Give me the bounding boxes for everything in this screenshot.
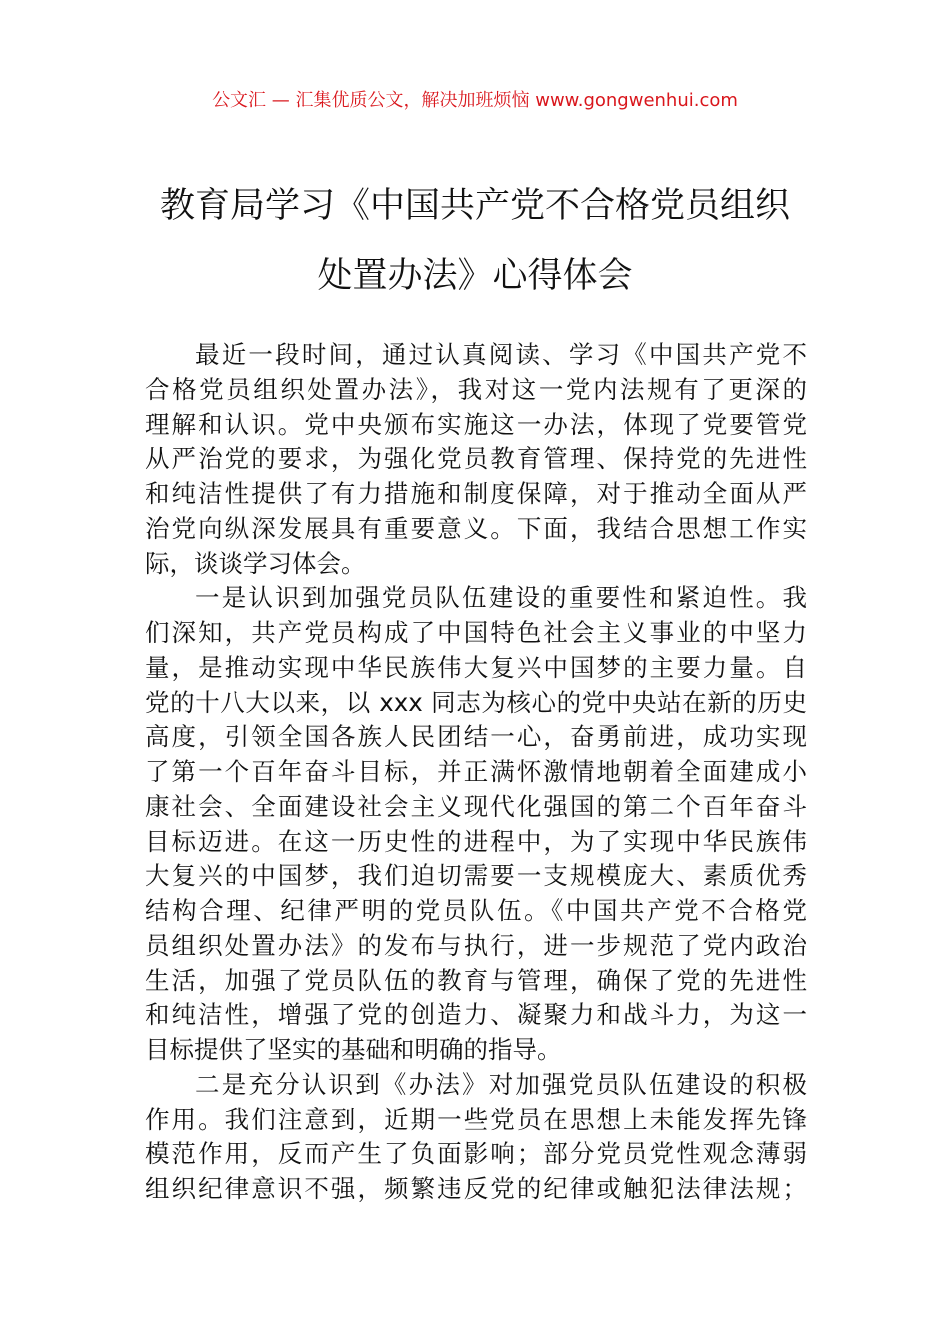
body-text-line: 治党向纵深发展具有重要意义。下面，我结合思想工作实	[145, 513, 807, 543]
body-text-line: 了第一个百年奋斗目标，并正满怀激情地朝着全面建成小	[145, 757, 807, 786]
body-text-line: 从严治党的要求，为强化党员教育管理、保持党的先进性	[145, 444, 807, 474]
body-text-line: 和纯洁性提供了有力措施和制度保障，对于推动全面从严	[145, 479, 807, 508]
document-body	[145, 338, 807, 1207]
body-text-line: 结构合理、纪律严明的党员队伍。《中国共产党不合格党	[145, 896, 807, 925]
body-text-line: 量，是推动实现中华民族伟大复兴中国梦的主要力量。自	[145, 652, 807, 682]
body-text-line: 大复兴的中国梦，我们迫切需要一支规模庞大、素质优秀	[145, 861, 807, 891]
body-text-line: 二是充分认识到《办法》对加强党员队伍建设的积极	[195, 1069, 807, 1099]
body-text-line: 一是认识到加强党员队伍建设的重要性和紧迫性。我	[195, 583, 807, 613]
body-text-line: 合格党员组织处置办法》，我对这一党内法规有了更深的	[145, 374, 807, 404]
body-text-line: 际，谈谈学习体会。	[145, 548, 366, 578]
site-banner: 公文汇 — 汇集优质公文，解决加班烦恼 www.gongwenhui.com	[212, 90, 738, 111]
body-text-line: 和纯洁性，增强了党的创造力、凝聚力和战斗力，为这一	[145, 1000, 807, 1030]
body-text-line: 目标迈进。在这一历史性的进程中，为了实现中华民族伟	[145, 826, 807, 856]
document-title-line-1: 教育局学习《中国共产党不合格党员组织	[159, 186, 790, 226]
body-text-line: 康社会、全面建设社会主义现代化强国的第二个百年奋斗	[145, 791, 807, 821]
body-text-line: 党的十八大以来，以 xxx 同志为核心的党中央站在新的历史	[145, 687, 807, 717]
body-text-line: 组织纪律意识不强，频繁违反党的纪律或触犯法律法规；	[145, 1174, 807, 1203]
body-text-line: 高度，引领全国各族人民团结一心，奋勇前进，成功实现	[145, 722, 807, 752]
body-text-line: 作用。我们注意到，近期一些党员在思想上未能发挥先锋	[145, 1104, 807, 1134]
body-text-line: 目标提供了坚实的基础和明确的指导。	[145, 1035, 562, 1064]
body-text-line: 最近一段时间，通过认真阅读、学习《中国共产党不	[195, 340, 807, 369]
body-text-line: 们深知，共产党员构成了中国特色社会主义事业的中坚力	[145, 618, 807, 647]
body-text-line: 生活，加强了党员队伍的教育与管理，确保了党的先进性	[145, 965, 807, 995]
document-title-line-2: 处置办法》心得体会	[317, 256, 633, 296]
body-text-line: 员组织处置办法》的发布与执行，进一步规范了党内政治	[145, 930, 807, 960]
body-text-line: 理解和认识。党中央颁布实施这一办法，体现了党要管党	[145, 409, 807, 439]
body-text-line: 模范作用，反而产生了负面影响；部分党员党性观念薄弱	[145, 1139, 807, 1169]
